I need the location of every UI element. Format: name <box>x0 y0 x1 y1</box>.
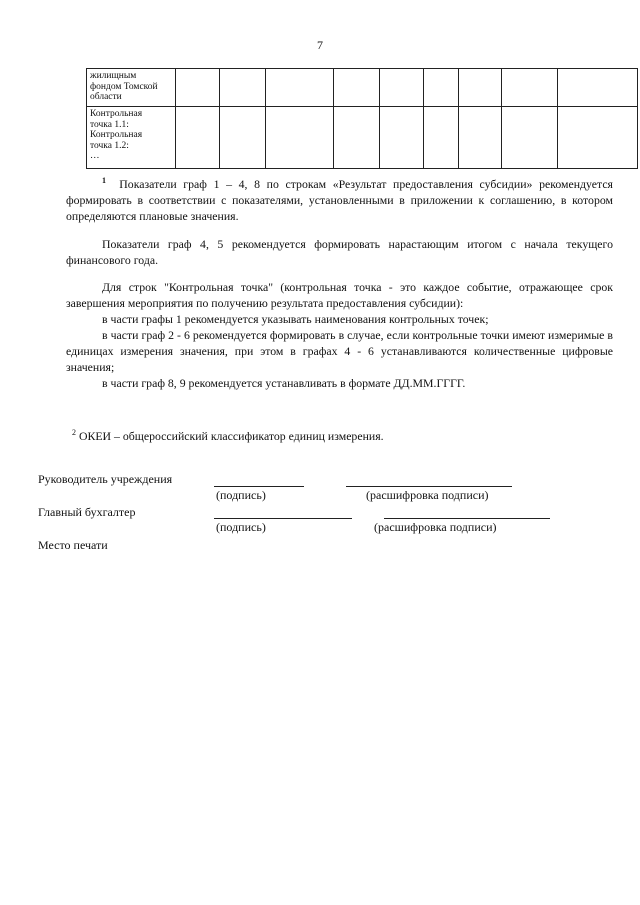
label-line: Контрольная <box>90 109 143 119</box>
accountant-signature-label: Главный бухгалтер <box>38 505 136 519</box>
table-cell <box>380 107 424 169</box>
label-line: жилищным <box>90 71 137 81</box>
label-line: точка 1.2: <box>90 140 129 151</box>
footnote-marker: 1 <box>102 176 106 186</box>
page-number: 7 <box>317 38 323 52</box>
signature-line <box>214 486 304 487</box>
footnote-2 <box>72 428 619 444</box>
paragraph-text: в части графы 1 рекомендуется указывать наименования контрольных точек; <box>102 312 489 326</box>
decode-hint: (расшифровка подписи) <box>366 488 489 502</box>
table-cell <box>380 69 424 107</box>
signature-line <box>214 518 352 519</box>
paragraph-text: в части граф 2 - 6 рекомендуется формировать в случае, если контрольные точки имеют измеримые в единицах измерения значения, при этом в графах 4 - 6 устанавливаются количественные цифровые значения; <box>66 328 613 374</box>
table-cell <box>266 107 334 169</box>
table-cell <box>266 69 334 107</box>
table-row-label <box>87 69 176 107</box>
label-line: … <box>90 151 100 161</box>
table-cell <box>459 69 502 107</box>
decode-line <box>384 518 550 519</box>
table-cell <box>176 69 220 107</box>
signature-hint: (подпись) <box>216 520 266 534</box>
indicator-table <box>86 68 638 169</box>
label-line: фондом Томской <box>90 81 158 92</box>
signature-hint: (подпись) <box>216 488 266 502</box>
label-line: Контрольная <box>90 130 143 140</box>
table-cell <box>334 107 380 169</box>
paragraph-control-points <box>66 279 613 391</box>
table-cell <box>424 69 459 107</box>
table-cell <box>459 107 502 169</box>
paragraph-cumulative <box>66 236 613 268</box>
table-cell <box>558 69 638 107</box>
paragraph-text: Показатели граф 4, 5 рекомендуется формировать нарастающим итогом с начала текущего финансового года. <box>66 237 613 267</box>
paragraph-text: Для строк "Контрольная точка" (контрольная точка - это каждое событие, отражающее срок завершения мероприятия по получению результата предоставления субсидии): <box>66 280 613 310</box>
table-row <box>87 69 638 107</box>
footnote-marker: 2 <box>72 428 76 438</box>
stamp-label: Место печати <box>38 538 108 552</box>
label-line: области <box>90 92 122 102</box>
footnote-text: Показатели граф 1 – 4, 8 по строкам «Результат предоставления субсидии» рекомендуется формировать в соответствии с показателями, установленными в приложении к соглашению, в котором определяются плановые значения. <box>66 177 613 223</box>
table-cell <box>334 69 380 107</box>
footnote-1 <box>66 176 613 224</box>
table-row-label <box>87 107 176 169</box>
table-cell <box>424 107 459 169</box>
head-signature-label: Руководитель учреждения <box>38 472 173 486</box>
table-cell <box>502 107 558 169</box>
paragraph-text: в части граф 8, 9 рекомендуется устанавливать в формате ДД.ММ.ГГГГ. <box>102 376 466 390</box>
decode-hint: (расшифровка подписи) <box>374 520 497 534</box>
table-cell <box>176 107 220 169</box>
table-cell <box>220 69 266 107</box>
table-cell <box>558 107 638 169</box>
table-cell <box>220 107 266 169</box>
footnote-text: ОКЕИ – общероссийский классификатор единиц измерения. <box>78 429 384 443</box>
label-line: точка 1.1: <box>90 119 129 130</box>
table-cell <box>502 69 558 107</box>
table-row <box>87 107 638 169</box>
decode-line <box>346 486 512 487</box>
